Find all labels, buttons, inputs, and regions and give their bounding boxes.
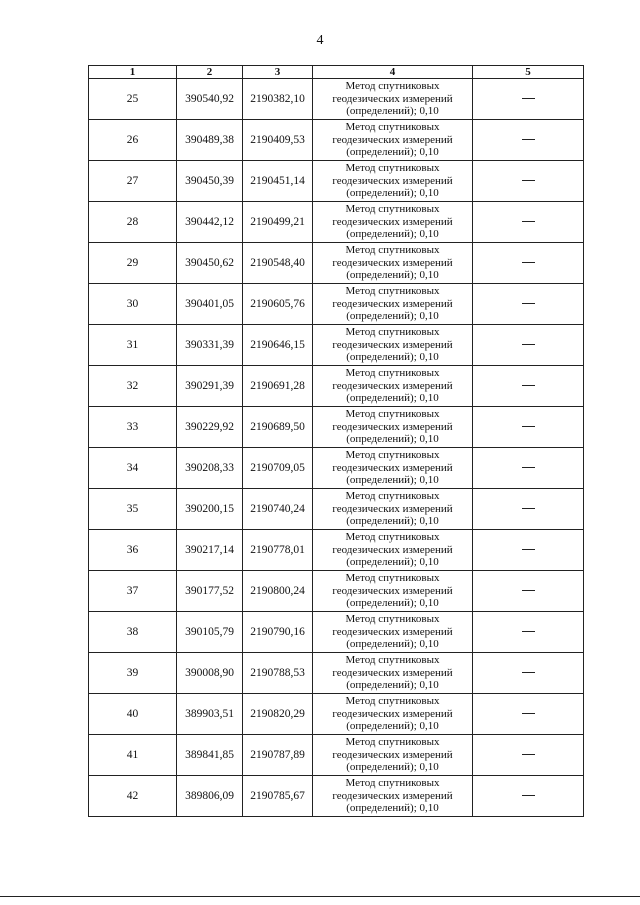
method-cell xyxy=(313,448,473,489)
method-line: геодезических измерений xyxy=(332,92,453,105)
point-number: 33 xyxy=(89,407,177,448)
dash-mark xyxy=(522,221,535,222)
method-line: геодезических измерений xyxy=(332,707,453,720)
method-line: Метод спутниковых xyxy=(345,736,440,749)
y-coordinate: 2190790,16 xyxy=(243,612,313,653)
point-number: 32 xyxy=(89,366,177,407)
column-header-1: 1 xyxy=(89,66,177,79)
method-line: геодезических измерений xyxy=(332,666,453,679)
method-line: Метод спутниковых xyxy=(345,408,440,421)
method-line: геодезических измерений xyxy=(332,502,453,515)
method-line: геодезических измерений xyxy=(332,133,453,146)
y-coordinate: 2190788,53 xyxy=(243,653,313,694)
note-cell xyxy=(473,571,584,612)
method-line: (определений); 0,10 xyxy=(346,515,439,528)
note-cell xyxy=(473,612,584,653)
method-line: Метод спутниковых xyxy=(345,244,440,257)
point-number: 27 xyxy=(89,161,177,202)
x-coordinate: 390540,92 xyxy=(177,79,243,120)
method-cell xyxy=(313,530,473,571)
table-row xyxy=(89,366,584,407)
method-line: геодезических измерений xyxy=(332,215,453,228)
note-cell xyxy=(473,120,584,161)
method-line: Метод спутниковых xyxy=(345,203,440,216)
x-coordinate: 390229,92 xyxy=(177,407,243,448)
x-coordinate: 390291,39 xyxy=(177,366,243,407)
table-header xyxy=(89,66,584,79)
method-cell xyxy=(313,776,473,817)
dash-mark xyxy=(522,467,535,468)
y-coordinate: 2190778,01 xyxy=(243,530,313,571)
method-line: (определений); 0,10 xyxy=(346,105,439,118)
method-line: Метод спутниковых xyxy=(345,777,440,790)
x-coordinate: 390217,14 xyxy=(177,530,243,571)
dash-mark xyxy=(522,98,535,99)
x-coordinate: 390208,33 xyxy=(177,448,243,489)
x-coordinate: 390200,15 xyxy=(177,489,243,530)
note-cell xyxy=(473,79,584,120)
dash-mark xyxy=(522,139,535,140)
method-line: геодезических измерений xyxy=(332,420,453,433)
note-cell xyxy=(473,489,584,530)
dash-mark xyxy=(522,713,535,714)
method-cell xyxy=(313,653,473,694)
method-line: геодезических измерений xyxy=(332,543,453,556)
method-line: геодезических измерений xyxy=(332,461,453,474)
point-number: 39 xyxy=(89,653,177,694)
method-line: геодезических измерений xyxy=(332,256,453,269)
y-coordinate: 2190740,24 xyxy=(243,489,313,530)
point-number: 35 xyxy=(89,489,177,530)
method-cell xyxy=(313,325,473,366)
point-number: 29 xyxy=(89,243,177,284)
table-row xyxy=(89,284,584,325)
method-line: геодезических измерений xyxy=(332,584,453,597)
dash-mark xyxy=(522,385,535,386)
method-cell xyxy=(313,612,473,653)
method-cell xyxy=(313,79,473,120)
note-cell xyxy=(473,243,584,284)
x-coordinate: 390105,79 xyxy=(177,612,243,653)
point-number: 30 xyxy=(89,284,177,325)
x-coordinate: 390442,12 xyxy=(177,202,243,243)
x-coordinate: 389903,51 xyxy=(177,694,243,735)
dash-mark xyxy=(522,549,535,550)
table-row xyxy=(89,120,584,161)
method-cell xyxy=(313,571,473,612)
method-line: Метод спутниковых xyxy=(345,613,440,626)
table-row xyxy=(89,653,584,694)
point-number: 40 xyxy=(89,694,177,735)
method-cell xyxy=(313,284,473,325)
method-line: Метод спутниковых xyxy=(345,490,440,503)
method-line: (определений); 0,10 xyxy=(346,802,439,815)
note-cell xyxy=(473,325,584,366)
method-line: (определений); 0,10 xyxy=(346,146,439,159)
x-coordinate: 390450,62 xyxy=(177,243,243,284)
column-header-2: 2 xyxy=(177,66,243,79)
y-coordinate: 2190409,53 xyxy=(243,120,313,161)
method-line: (определений); 0,10 xyxy=(346,187,439,200)
point-number: 41 xyxy=(89,735,177,776)
dash-mark xyxy=(522,262,535,263)
note-cell xyxy=(473,776,584,817)
x-coordinate: 390401,05 xyxy=(177,284,243,325)
method-line: (определений); 0,10 xyxy=(346,761,439,774)
dash-mark xyxy=(522,754,535,755)
y-coordinate: 2190709,05 xyxy=(243,448,313,489)
method-line: Метод спутниковых xyxy=(345,285,440,298)
y-coordinate: 2190605,76 xyxy=(243,284,313,325)
table-row xyxy=(89,202,584,243)
note-cell xyxy=(473,694,584,735)
table-header-row xyxy=(89,66,584,79)
method-line: (определений); 0,10 xyxy=(346,310,439,323)
dash-mark xyxy=(522,590,535,591)
method-line: Метод спутниковых xyxy=(345,121,440,134)
method-cell xyxy=(313,735,473,776)
point-number: 34 xyxy=(89,448,177,489)
note-cell xyxy=(473,161,584,202)
method-cell xyxy=(313,161,473,202)
table-row xyxy=(89,243,584,284)
note-cell xyxy=(473,735,584,776)
dash-mark xyxy=(522,180,535,181)
point-number: 28 xyxy=(89,202,177,243)
method-line: геодезических измерений xyxy=(332,338,453,351)
method-cell xyxy=(313,366,473,407)
table-row xyxy=(89,489,584,530)
method-cell xyxy=(313,202,473,243)
table-body xyxy=(89,79,584,817)
note-cell xyxy=(473,366,584,407)
point-number: 38 xyxy=(89,612,177,653)
y-coordinate: 2190548,40 xyxy=(243,243,313,284)
table-row xyxy=(89,161,584,202)
dash-mark xyxy=(522,508,535,509)
method-line: Метод спутниковых xyxy=(345,367,440,380)
method-line: геодезических измерений xyxy=(332,174,453,187)
method-line: Метод спутниковых xyxy=(345,654,440,667)
table-row xyxy=(89,735,584,776)
method-line: (определений); 0,10 xyxy=(346,474,439,487)
method-line: (определений); 0,10 xyxy=(346,269,439,282)
method-cell xyxy=(313,489,473,530)
y-coordinate: 2190451,14 xyxy=(243,161,313,202)
method-line: Метод спутниковых xyxy=(345,695,440,708)
x-coordinate: 390331,39 xyxy=(177,325,243,366)
column-header-4: 4 xyxy=(313,66,473,79)
table-row xyxy=(89,448,584,489)
point-number: 37 xyxy=(89,571,177,612)
x-coordinate: 389841,85 xyxy=(177,735,243,776)
y-coordinate: 2190689,50 xyxy=(243,407,313,448)
dash-mark xyxy=(522,303,535,304)
method-line: геодезических измерений xyxy=(332,297,453,310)
x-coordinate: 390450,39 xyxy=(177,161,243,202)
dash-mark xyxy=(522,795,535,796)
method-line: (определений); 0,10 xyxy=(346,228,439,241)
y-coordinate: 2190499,21 xyxy=(243,202,313,243)
x-coordinate: 390489,38 xyxy=(177,120,243,161)
y-coordinate: 2190382,10 xyxy=(243,79,313,120)
method-cell xyxy=(313,407,473,448)
coordinates-table xyxy=(88,65,584,817)
method-line: (определений); 0,10 xyxy=(346,433,439,446)
point-number: 42 xyxy=(89,776,177,817)
point-number: 36 xyxy=(89,530,177,571)
table-row xyxy=(89,776,584,817)
x-coordinate: 390177,52 xyxy=(177,571,243,612)
method-cell xyxy=(313,243,473,284)
method-line: (определений); 0,10 xyxy=(346,597,439,610)
method-line: Метод спутниковых xyxy=(345,449,440,462)
table-row xyxy=(89,325,584,366)
method-line: (определений); 0,10 xyxy=(346,720,439,733)
method-line: Метод спутниковых xyxy=(345,531,440,544)
y-coordinate: 2190691,28 xyxy=(243,366,313,407)
method-line: Метод спутниковых xyxy=(345,572,440,585)
note-cell xyxy=(473,284,584,325)
y-coordinate: 2190820,29 xyxy=(243,694,313,735)
note-cell xyxy=(473,530,584,571)
method-line: (определений); 0,10 xyxy=(346,392,439,405)
y-coordinate: 2190646,15 xyxy=(243,325,313,366)
method-line: (определений); 0,10 xyxy=(346,679,439,692)
table-row xyxy=(89,407,584,448)
bottom-rule xyxy=(0,896,640,897)
method-line: геодезических измерений xyxy=(332,625,453,638)
y-coordinate: 2190787,89 xyxy=(243,735,313,776)
dash-mark xyxy=(522,426,535,427)
column-header-5: 5 xyxy=(473,66,584,79)
method-line: геодезических измерений xyxy=(332,748,453,761)
dash-mark xyxy=(522,631,535,632)
method-line: геодезических измерений xyxy=(332,789,453,802)
x-coordinate: 390008,90 xyxy=(177,653,243,694)
point-number: 25 xyxy=(89,79,177,120)
dash-mark xyxy=(522,344,535,345)
point-number: 31 xyxy=(89,325,177,366)
method-line: (определений); 0,10 xyxy=(346,556,439,569)
method-line: Метод спутниковых xyxy=(345,326,440,339)
method-line: Метод спутниковых xyxy=(345,80,440,93)
table-row xyxy=(89,79,584,120)
method-line: геодезических измерений xyxy=(332,379,453,392)
note-cell xyxy=(473,202,584,243)
y-coordinate: 2190800,24 xyxy=(243,571,313,612)
y-coordinate: 2190785,67 xyxy=(243,776,313,817)
note-cell xyxy=(473,407,584,448)
column-header-3: 3 xyxy=(243,66,313,79)
dash-mark xyxy=(522,672,535,673)
method-cell xyxy=(313,120,473,161)
method-line: (определений); 0,10 xyxy=(346,638,439,651)
note-cell xyxy=(473,448,584,489)
method-line: Метод спутниковых xyxy=(345,162,440,175)
x-coordinate: 389806,09 xyxy=(177,776,243,817)
note-cell xyxy=(473,653,584,694)
table-row xyxy=(89,571,584,612)
table-row xyxy=(89,530,584,571)
table-row xyxy=(89,612,584,653)
table-row xyxy=(89,694,584,735)
method-line: (определений); 0,10 xyxy=(346,351,439,364)
point-number: 26 xyxy=(89,120,177,161)
method-cell xyxy=(313,694,473,735)
page-number: 4 xyxy=(316,33,324,48)
